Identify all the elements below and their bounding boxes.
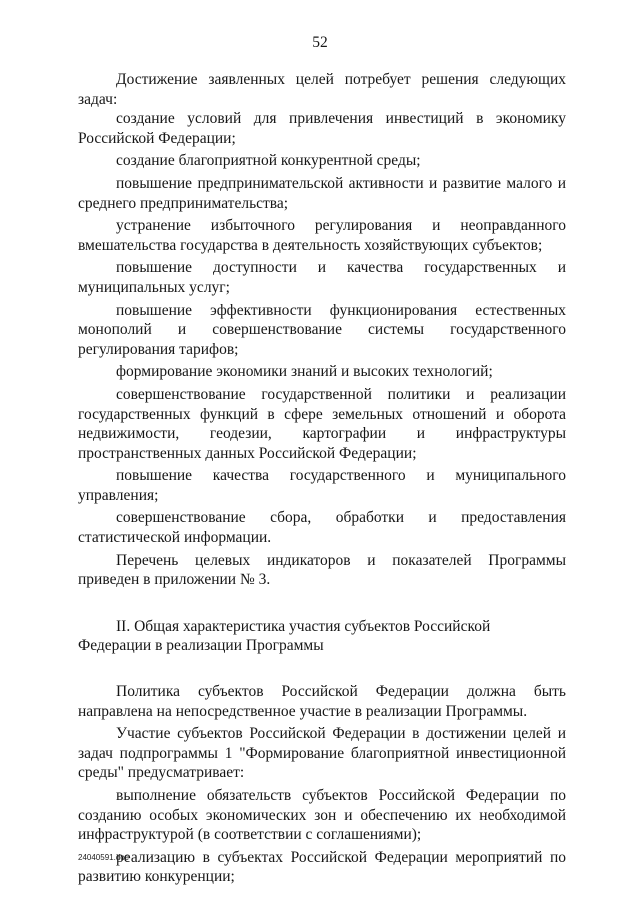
- document-body: [78, 70, 566, 887]
- task-item: устранение избыточного регулирования и неоправданного вмешательства государства в деятельность хозяйствующих субъектов;: [78, 217, 566, 254]
- task-item: совершенствование государственной политики и реализации государственных функций в сфере земельных отношений и оборота недвижимости, геодезии, картографии и инфраструктуры пространственных данных Российской Федерации;: [78, 385, 566, 462]
- page-number: 52: [312, 34, 328, 51]
- paragraph: Политика субъектов Российской Федерации должна быть направлена на непосредственное участие в реализации Программы.: [78, 683, 566, 720]
- paragraph: Достижение заявленных целей потребует решения следующих задач:: [78, 71, 566, 108]
- paragraph: реализацию в субъектах Российской Федерации мероприятий по развитию конкуренции;: [78, 848, 566, 886]
- file-name-footer: 24040591.doc: [78, 853, 129, 862]
- task-item: создание благоприятной конкурентной среды;: [116, 152, 421, 170]
- section-heading: II. Общая характеристика участия субъектов Российской Федерации в реализации Программы: [78, 617, 491, 655]
- task-item: создание условий для привлечения инвестиций в экономику Российской Федерации;: [78, 110, 566, 147]
- task-item: повышение эффективности функционирования естественных монополий и совершенствование системы государственного регулирования тарифов;: [78, 301, 566, 358]
- task-item: повышение доступности и качества государственных и муниципальных услуг;: [78, 259, 566, 296]
- section-heading-block: [78, 617, 566, 656]
- section-body: [78, 682, 566, 887]
- task-item: повышение качества государственного и муниципального управления;: [78, 467, 566, 504]
- task-item: формирование экономики знаний и высоких технологий;: [116, 363, 493, 381]
- task-item: совершенствование сбора, обработки и предоставления статистической информации.: [78, 509, 566, 547]
- paragraph: выполнение обязательств субъектов Российской Федерации по созданию особых экономических зон и обеспечению их необходимой инфраструктурой (в соответствии с соглашениями);: [78, 787, 566, 844]
- task-item: повышение предпринимательской активности и развитие малого и среднего предпринимательства;: [78, 174, 566, 212]
- paragraph: Участие субъектов Российской Федерации в достижении целей и задач подпрограммы 1 "Формирование благоприятной инвестиционной среды" предусматривает:: [78, 725, 566, 782]
- paragraph: Перечень целевых индикаторов и показателей Программы приведен в приложении № 3.: [78, 551, 566, 589]
